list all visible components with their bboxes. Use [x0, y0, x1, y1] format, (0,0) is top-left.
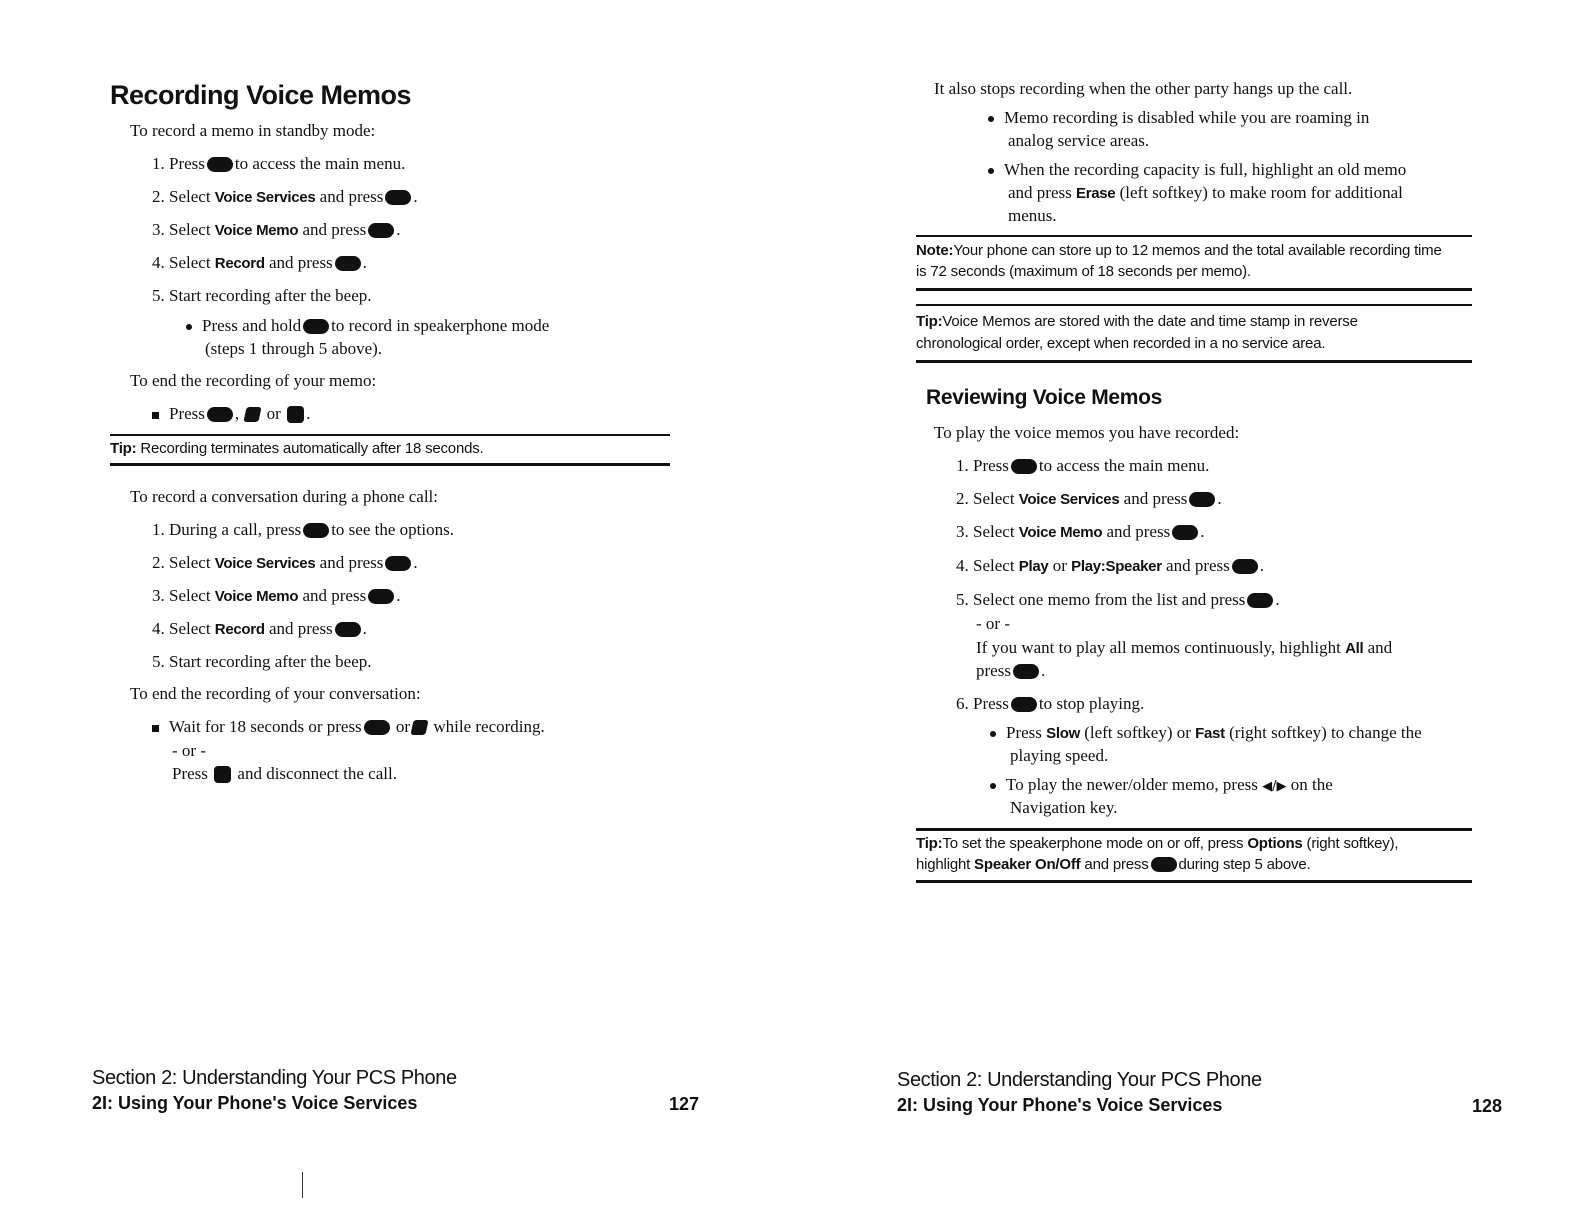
menu-ok-key-icon [1011, 697, 1037, 712]
wait-line: Wait for 18 seconds or press or while recording. [152, 717, 545, 737]
tip2-line-1: Tip:To set the speakerphone mode on or off, press Options (right softkey), [916, 835, 1399, 852]
bullet-icon [152, 412, 159, 419]
step-1: 1. Press to access the main menu. [152, 154, 406, 173]
bullet-roaming: Memo recording is disabled while you are roaming in [988, 108, 1369, 128]
bullet-navigate: To play the newer/older memo, press ◀/▶ on the [990, 775, 1333, 795]
call-step-5: 5. Start recording after the beep. [152, 652, 372, 671]
menu-ok-key-icon [207, 157, 233, 172]
menu-ok-key-icon [364, 720, 390, 735]
menu-ok-key-icon [207, 407, 233, 422]
menu-ok-key-icon [1247, 593, 1273, 608]
call-end-intro: To end the recording of your conversation: [130, 684, 421, 703]
step-5: 5. Start recording after the beep. [152, 286, 372, 305]
bullet-icon [990, 731, 996, 737]
tip1-rule-bottom [916, 360, 1472, 363]
menu-ok-key-icon [1189, 492, 1215, 507]
bullet-capacity-end: menus. [1008, 206, 1057, 225]
menu-ok-key-icon [335, 256, 361, 271]
intro-text: To record a memo in standby mode: [130, 121, 376, 140]
tip2-line-2: highlight Speaker On/Off and press during step 5 above. [916, 856, 1311, 873]
section-title: Reviewing Voice Memos [926, 386, 1163, 409]
step-2: 2. Select Voice Services and press . [152, 187, 418, 206]
bullet-roaming-cont: analog service areas. [1008, 131, 1150, 150]
menu-ok-key-icon [303, 523, 329, 538]
tip-rule-bottom [110, 463, 670, 466]
play-all-press: press . [976, 661, 1046, 680]
note-line-2: is 72 seconds (maximum of 18 seconds per memo). [916, 263, 1251, 280]
crop-mark [302, 1172, 303, 1198]
note-rule-bottom [916, 288, 1472, 291]
note-line-1: Note:Your phone can store up to 12 memos and the total available recording time [916, 242, 1442, 259]
footer-section: Section 2: Understanding Your PCS Phone [92, 1067, 457, 1089]
review-step-1: 1. Press to access the main menu. [956, 456, 1210, 475]
menu-ok-key-icon [368, 589, 394, 604]
review-step-4: 4. Select Play or Play:Speaker and press . [956, 556, 1265, 575]
review-step-2: 2. Select Voice Services and press . [956, 489, 1222, 508]
tip1-line-1: Tip:Voice Memos are stored with the date and time stamp in reverse [916, 313, 1358, 330]
page-number: 128 [1472, 1096, 1503, 1116]
review-step-5: 5. Select one memo from the list and press . [956, 590, 1280, 609]
bullet-icon [988, 116, 994, 122]
call-step-1: 1. During a call, press to see the options. [152, 520, 454, 539]
note-rule-top [916, 235, 1472, 237]
bullet-icon [988, 168, 994, 174]
menu-ok-key-icon [335, 622, 361, 637]
bullet-icon [152, 725, 159, 732]
call-step-2: 2. Select Voice Services and press . [152, 553, 418, 572]
bullet-capacity: When the recording capacity is full, highlight an old memo [988, 160, 1406, 180]
speaker-key-icon [303, 319, 329, 334]
end-press-line: Press , or . [152, 404, 310, 424]
tip1-line-2: chronological order, except when recorded in a no service area. [916, 335, 1326, 352]
bullet-speakerphone: Press and hold to record in speakerphone mode [186, 316, 549, 336]
back-key-icon [410, 720, 428, 735]
tip2-rule-top [916, 828, 1472, 831]
review-step-6: 6. Press to stop playing. [956, 694, 1145, 713]
play-all-line: If you want to play all memos continuously, highlight All and [976, 638, 1393, 657]
menu-ok-key-icon [1013, 664, 1039, 679]
page-number: 127 [669, 1094, 700, 1114]
or-separator: - or - [976, 614, 1010, 633]
stops-paragraph: It also stops recording when the other party hangs up the call. [934, 79, 1353, 98]
bullet-icon [990, 783, 996, 789]
review-step-3: 3. Select Voice Memo and press . [956, 522, 1205, 541]
menu-ok-key-icon [368, 223, 394, 238]
menu-ok-key-icon [1232, 559, 1258, 574]
step-4: 4. Select Record and press . [152, 253, 367, 272]
menu-ok-key-icon [385, 190, 411, 205]
menu-ok-key-icon [385, 556, 411, 571]
bullet-speakerphone-cont: (steps 1 through 5 above). [205, 339, 383, 358]
or-separator: - or - [172, 741, 206, 760]
bullet-navigate-cont: Navigation key. [1010, 798, 1118, 817]
menu-ok-key-icon [1172, 525, 1198, 540]
press-disconnect-line: Press and disconnect the call. [172, 764, 397, 783]
bullet-icon [186, 324, 192, 330]
back-key-icon [244, 407, 262, 422]
end-key-icon [287, 406, 304, 423]
call-step-4: 4. Select Record and press . [152, 619, 367, 638]
review-intro: To play the voice memos you have recorded: [934, 423, 1240, 442]
page-title: Recording Voice Memos [110, 80, 412, 110]
step-3: 3. Select Voice Memo and press . [152, 220, 401, 239]
end-key-icon [214, 766, 231, 783]
bullet-speed: Press Slow (left softkey) or Fast (right softkey) to change the [990, 723, 1422, 743]
tip-box: Tip: Recording terminates automatically after 18 seconds. [110, 440, 484, 457]
end-intro: To end the recording of your memo: [130, 371, 377, 390]
menu-ok-key-icon [1151, 857, 1177, 872]
navigation-arrows-icon: ◀/▶ [1262, 779, 1287, 794]
tip-rule-top [110, 434, 670, 436]
footer-subsection: 2I: Using Your Phone's Voice Services [897, 1095, 1223, 1115]
menu-ok-key-icon [1011, 459, 1037, 474]
footer-subsection: 2I: Using Your Phone's Voice Services [92, 1093, 418, 1113]
call-step-3: 3. Select Voice Memo and press . [152, 586, 401, 605]
bullet-capacity-cont: and press Erase (left softkey) to make room for additional [1008, 183, 1403, 202]
footer-section: Section 2: Understanding Your PCS Phone [897, 1069, 1262, 1091]
call-intro: To record a conversation during a phone call: [130, 487, 439, 506]
bullet-speed-cont: playing speed. [1010, 746, 1109, 765]
tip1-rule-top [916, 304, 1472, 306]
tip2-rule-bottom [916, 880, 1472, 883]
